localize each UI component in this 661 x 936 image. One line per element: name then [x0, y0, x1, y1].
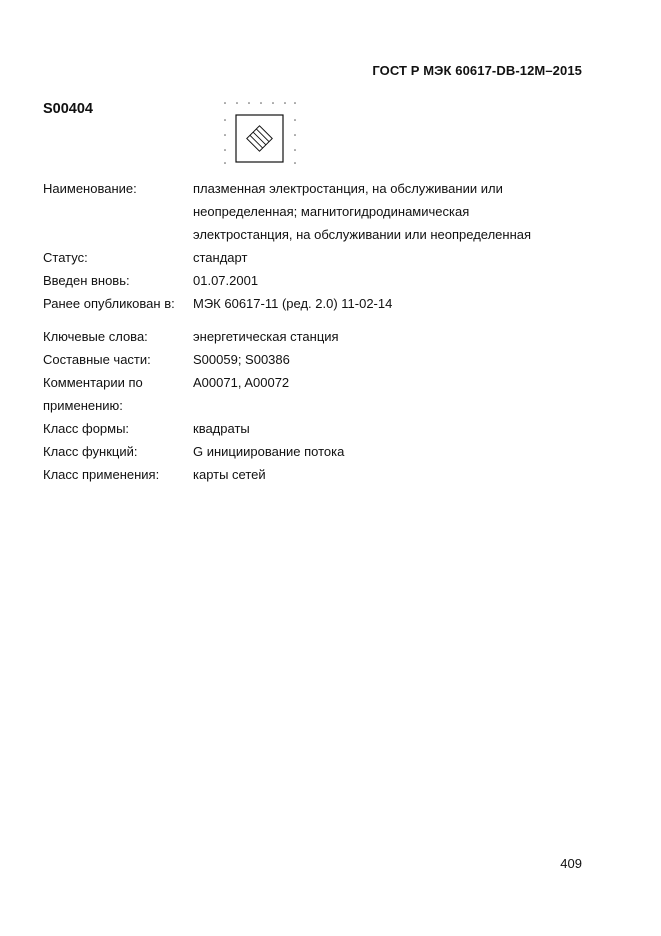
field-value: G инициирование потока: [193, 444, 345, 459]
field-label: Класс функций:: [43, 444, 138, 459]
field-value: энергетическая станция: [193, 329, 339, 344]
symbol-attributes: [43, 177, 603, 486]
field-application-notes: [43, 371, 603, 417]
document-header-title: ГОСТ Р МЭК 60617-DB-12M–2015: [372, 63, 582, 78]
field-value: квадраты: [193, 421, 250, 436]
field-label: Ключевые слова:: [43, 329, 148, 344]
field-label: Класс применения:: [43, 467, 160, 482]
field-label: Класс формы:: [43, 421, 130, 436]
field-label: Наименование:: [43, 181, 137, 196]
field-label: Ранее опубликован в:: [43, 296, 175, 311]
field-value: A00071, A00072: [193, 375, 290, 390]
plasma-power-station-symbol-icon: [219, 100, 299, 166]
page-number: 409: [560, 856, 582, 871]
field-introduced: [43, 269, 603, 292]
field-name: [43, 177, 603, 246]
field-label: Введен вновь:: [43, 273, 130, 288]
field-previously-published: [43, 292, 603, 315]
field-keywords: [43, 325, 603, 348]
field-label: Комментарии по применению:: [43, 375, 143, 413]
field-application-class: [43, 463, 603, 486]
field-value: стандарт: [193, 250, 248, 265]
field-status: [43, 246, 603, 269]
field-value: МЭК 60617-11 (ред. 2.0) 11-02-14: [193, 296, 393, 311]
field-value: 01.07.2001: [193, 273, 259, 288]
field-shape-class: [43, 417, 603, 440]
field-label: Составные части:: [43, 352, 151, 367]
field-label: Статус:: [43, 250, 88, 265]
field-function-class: [43, 440, 603, 463]
field-components: [43, 348, 603, 371]
field-value: S00059; S00386: [193, 352, 290, 367]
field-value: плазменная электростанция, на обслуживании или неопределенная; магнитогидродинамическая электростанция, на обслуживании или неопределенная: [193, 181, 532, 242]
symbol-code: S00404: [43, 101, 93, 117]
field-value: карты сетей: [193, 467, 266, 482]
